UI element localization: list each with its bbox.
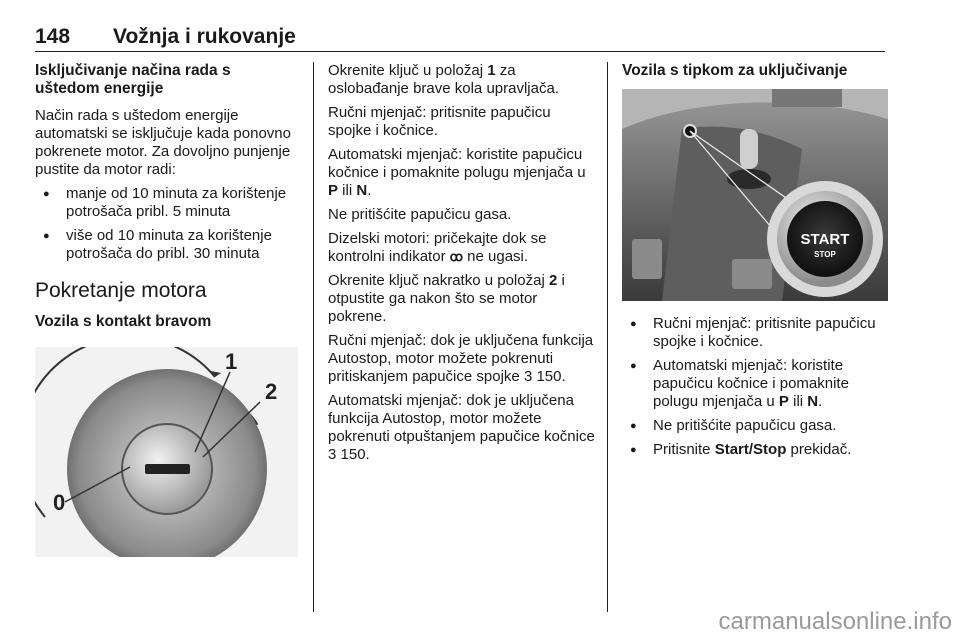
paragraph-autostop-manual: Ručni mjenjač: dok je uključena funkcija Autostop, motor možete pokrenuti pritiskanjem papučice spojke 3 150. xyxy=(328,332,594,385)
start-label: START xyxy=(800,231,850,248)
stop-label: STOP xyxy=(814,250,836,259)
column-middle xyxy=(328,62,596,470)
column-divider xyxy=(313,62,314,612)
watermark: carmanualsonline.info xyxy=(718,608,952,635)
page-reference-link[interactable]: 3 150 xyxy=(523,368,562,385)
list-item: ● Pritisnite Start/Stop prekidač. xyxy=(622,441,888,459)
paragraph-unlock: Okrenite ključ u položaj 1 za oslobađanje brave kola upravljača. xyxy=(328,62,559,97)
preheat-indicator-icon: ꝏ xyxy=(449,249,463,264)
paragraph-automatic: Automatski mjenjač: koristite papučicu kočnice i pomaknite polugu mjenjača u P ili N. xyxy=(328,146,586,199)
section-heading-energy-saving: Isključivanje načina rada s uštedom energije xyxy=(35,62,231,97)
paragraph-autostop-automatic: Automatski mjenjač: dok je uključena funkcija Autostop, motor možete pokrenuti otpuštanjem papučice kočnice 3 150. xyxy=(328,392,595,463)
intro-paragraph: Način rada s uštedom energije automatski se isključuje kada ponovno pokrenete motor. Za dovoljno punjenje pustite da motor radi: xyxy=(35,107,291,178)
paragraph-no-gas: Ne pritišćite papučicu gasa. xyxy=(328,206,512,223)
position-0-label: 0 xyxy=(53,490,66,515)
position-1-label: 1 xyxy=(225,349,238,374)
ignition-key-figure xyxy=(35,347,298,557)
column-left xyxy=(35,62,303,557)
list-item: ● Ručni mjenjač: pritisnite papučicu spojke i kočnice. xyxy=(622,315,888,351)
section-heading-start-button: Vozila s tipkom za uključivanje xyxy=(622,62,848,79)
page-reference-link[interactable]: 3 150 xyxy=(328,446,366,463)
list-item: ● Automatski mjenjač: koristite papučicu kočnice i pomaknite polugu mjenjača u P ili N. xyxy=(622,357,888,411)
paragraph-turn-key: Okrenite ključ nakratko u položaj 2 i otpustite ga nakon što se motor pokrene. xyxy=(328,272,565,325)
section-title: Pokretanje motora xyxy=(35,279,207,302)
column-right xyxy=(622,62,888,465)
start-stop-button-figure xyxy=(622,89,888,301)
chapter-title: Vožnja i rukovanje xyxy=(113,25,296,48)
page-number: 148 xyxy=(35,25,71,48)
position-2-label: 2 xyxy=(265,379,278,404)
bullet-list xyxy=(622,315,888,459)
list-item: ● manje od 10 minuta za korištenje potrošača pribl. 5 minuta xyxy=(35,185,303,221)
list-item: ● više od 10 minuta za korištenje potrošača do pribl. 30 minuta xyxy=(35,227,303,263)
bullet-list xyxy=(35,185,303,263)
list-item: ● Ne pritišćite papučicu gasa. xyxy=(622,417,888,435)
paragraph-manual: Ručni mjenjač: pritisnite papučicu spojke i kočnice. xyxy=(328,104,551,139)
page-header xyxy=(35,25,885,52)
subsection-title: Vozila s kontakt bravom xyxy=(35,313,212,330)
paragraph-diesel: Dizelski motori: pričekajte dok se kontrolni indikator ꝏ ne ugasi. xyxy=(328,230,547,265)
column-divider xyxy=(607,62,608,612)
